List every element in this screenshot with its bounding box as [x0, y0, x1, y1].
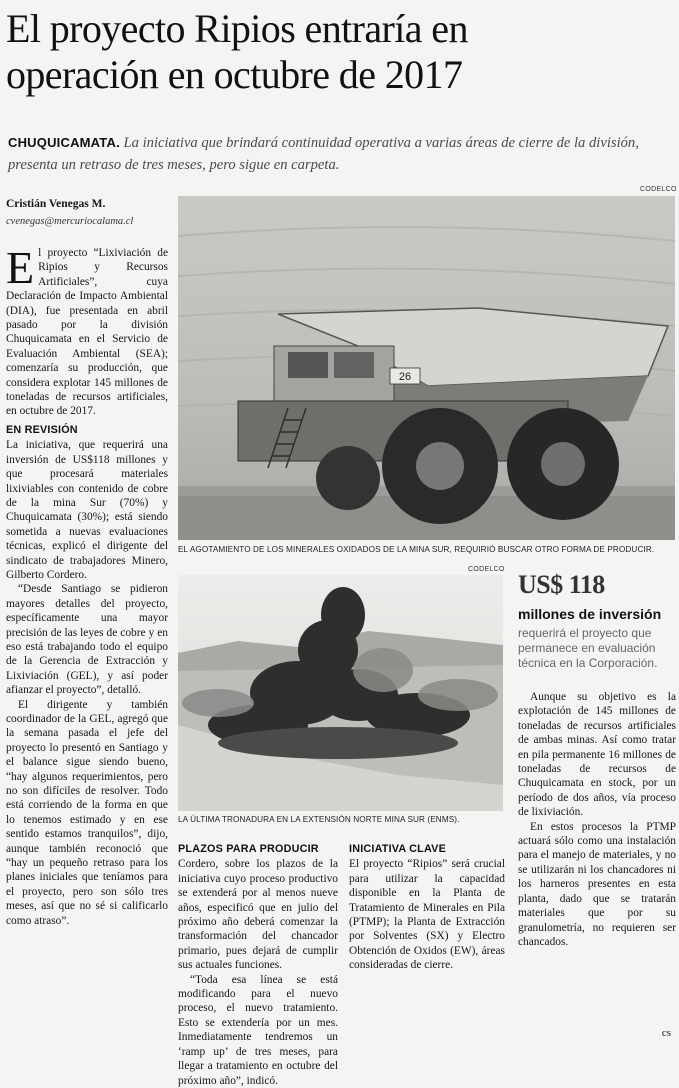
paragraph-revision-2: “Desde Santiago se pidieron mayores detalles del proyecto, específicamente una mayor precisión de las leyes de cobre y en eso está trabajando todo el equipo de la Gerencia de Extracción y Lixiviación (GEL), y así poder afianzar el proyecto”, detalló.: [6, 583, 168, 697]
intro-paragraph: [6, 242, 168, 419]
byline: [6, 196, 174, 230]
truck-number: 26: [398, 371, 412, 383]
blast-photo-icon: [178, 575, 503, 811]
lead-paragraph: [8, 132, 673, 176]
paragraph-clave-3: En estos procesos la PTMP actuará sólo como una instalación para el manejo de materiales, y no se utilizarán ni los chancadores ni los harneros presentes en esta planta, dado que se tratarán materiales que por su granulometría, no requieren ser chancados.: [518, 820, 676, 948]
stat-description: requerirá el proyecto que permanece en evaluación técnica en la Corporación.: [518, 626, 658, 670]
section-heading-clave: INICIATIVA CLAVE: [349, 843, 446, 855]
paragraph-clave-1: El proyecto “Ripios” será crucial para utilizar la capacidad disponible en la Planta de Tratamiento de Minerales en Pila (PTMP); la Planta de Extracción por Solventes (SX) y Electro Obtención de Oxidos (EW), áreas consideradas de cierre.: [349, 858, 505, 972]
photo-credit-blast: CODELCO: [468, 566, 505, 573]
photo-blast: [178, 575, 503, 811]
author-name: Cristián Venegas M.: [6, 198, 106, 210]
section-heading-plazos: PLAZOS PARA PRODUCIR: [178, 843, 319, 855]
headline-line-1: El proyecto Ripios entraría en: [6, 6, 468, 51]
caption-blast: LA ÚLTIMA TRONADURA EN LA EXTENSIÓN NORTE MINA SUR (ENMS).: [178, 815, 460, 824]
text-column-right: [518, 690, 676, 949]
text-column-middle: [178, 838, 338, 1088]
headline: [6, 6, 674, 98]
haul-truck-photo-icon: [178, 196, 675, 540]
caption-truck: EL AGOTAMIENTO DE LOS MINERALES OXIDADOS DE LA MINA SUR, REQUIRIÓ BUSCAR OTRO FORMA DE PRODUCIR.: [178, 545, 655, 554]
section-heading-revision: EN REVISIÓN: [6, 423, 78, 436]
headline-line-2: operación en octubre de 2017: [6, 52, 463, 97]
photo-truck: [178, 196, 675, 540]
text-column-left: [6, 242, 168, 928]
photo-credit-truck: CODELCO: [640, 186, 677, 193]
drop-cap: E: [6, 242, 35, 293]
stat-value: US$ 118: [518, 570, 605, 599]
intro-text: l proyecto “Lixiviación de Ripios y Recursos Artificiales”, cuya Declaración de Impacto Ambiental (DIA), fue presentada en abril pasado por la división Chuquicamata en el Servicio de Evaluación Ambiental (SEA); comenzaría su producción, que considera explotar 145 millones de toneladas de recursos artificiales, en octubre de 2017.: [6, 247, 168, 418]
lead-kicker: CHUQUICAMATA.: [8, 135, 120, 150]
paragraph-revision-3: El dirigente y también coordinador de la GEL, agregó que la semana pasada el jefe del proyecto lo presentó en Santiago y el balance sigue siendo bueno, “hay algunos requerimientos, pero no son difíciles de resolver. Todo está corriendo de la forma en que lo tenemos estimado y en ese sentido estamos tranquilos”, dijo, aunque también reconoció que “hay un pequeño retraso para los planes iniciales que teníamos para el proyecto, pero son sólo tres meses, así que no sé si calificarlo como atraso”.: [6, 698, 168, 927]
paragraph-plazos-1: Cordero, sobre los plazos de la iniciativa cuyo proceso productivo se extenderá por al menos nueve años, especificó que en julio del próximo año deberá comenzar la transformación del chancador primario, pues dejará de cumplir sus actuales funciones.: [178, 858, 338, 972]
paragraph-revision-1: La iniciativa, que requerirá una inversión de US$118 millones y que procesará materiales lixiviables con contenido de cobre de la mina Sur (70%) y Chuquicamata (30%); está siendo sometida a nuevas evaluaciones técnicas, explicó el dirigente del sindicato de trabajadores Minero, Gilberto Cordero.: [6, 439, 168, 581]
paragraph-plazos-2: “Toda esa línea se está modificando para el nuevo proceso, el nuevo tratamiento. Esto se extendería por un mes. Inmediatamente tendremos un ‘ramp up’ de tres meses, para llegar a tratamiento en octubre del próximo año”, indicó.: [178, 973, 338, 1087]
paragraph-clave-2: Aunque su objetivo es la explotación de 145 millones de toneladas de recursos artificiales de ambas minas. Así como tratar en pila permanente 16 millones de toneladas de recursos de Chuquicamata en stock, por un período de dos años, vía proceso de lixiviación.: [518, 691, 676, 819]
author-email: cvenegas@mercuriocalama.cl: [6, 216, 134, 227]
lead-text: La iniciativa que brindará continuidad operativa a varias áreas de cierre de la división, presenta un retraso de tres meses, pero sigue en carpeta.: [8, 135, 639, 173]
stat-title: millones de inversión: [518, 606, 662, 622]
text-column-center-right: [349, 838, 505, 973]
end-mark-icon: cs: [661, 1027, 671, 1039]
